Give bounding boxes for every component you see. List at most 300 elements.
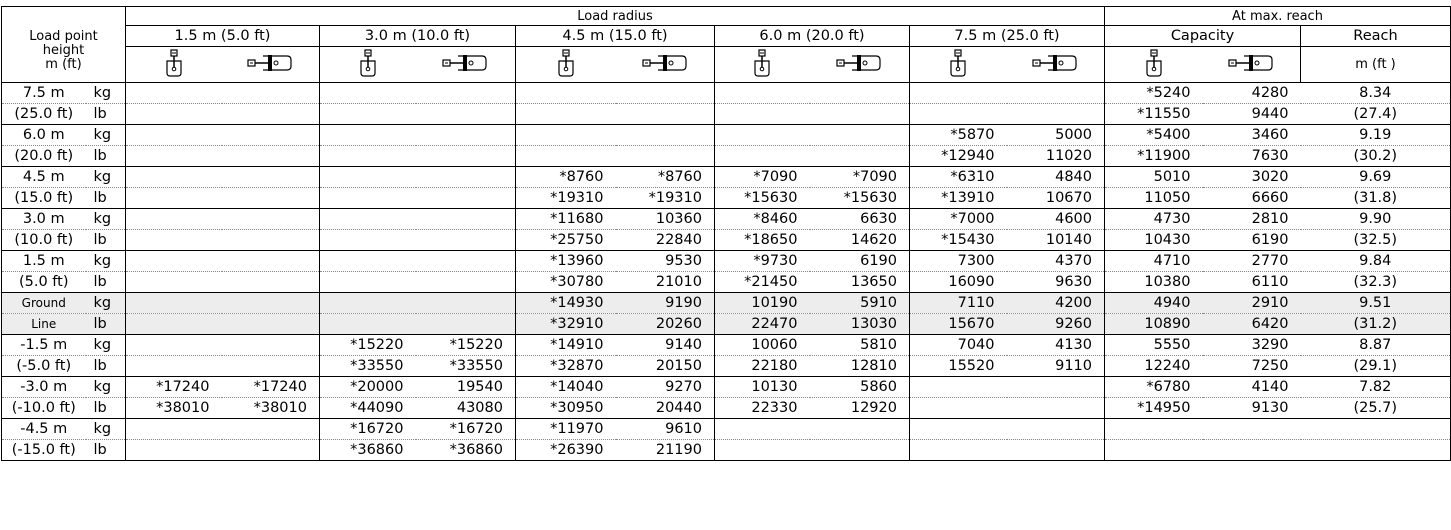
- capacity-cell: 20440: [616, 398, 715, 419]
- over-side-icon-cell: [810, 47, 910, 83]
- radius-6-0m: 6.0 m (20.0 ft): [715, 26, 910, 47]
- table-row: [2, 167, 1451, 188]
- capacity-cell: [1007, 419, 1105, 440]
- capacity-cell: 2910: [1203, 293, 1301, 314]
- capacity-cell: [715, 419, 810, 440]
- capacity-cell: 10380: [1105, 272, 1203, 293]
- capacity-cell: [222, 272, 320, 293]
- capacity-cell: 4840: [1007, 167, 1105, 188]
- capacity-cell: [222, 209, 320, 230]
- capacity-cell: 3290: [1203, 335, 1301, 356]
- row-height-label: (-5.0 ft): [2, 356, 86, 377]
- capacity-cell: *5240: [1105, 83, 1203, 104]
- capacity-cell: [320, 293, 416, 314]
- table-row: [2, 293, 1451, 314]
- capacity-cell: [126, 440, 222, 461]
- capacity-cell: 5810: [810, 335, 910, 356]
- capacity-cell: *11680: [516, 209, 616, 230]
- capacity-cell: *7090: [810, 167, 910, 188]
- capacity-cell: 9610: [616, 419, 715, 440]
- capacity-cell: [416, 293, 516, 314]
- capacity-cell: 4710: [1105, 251, 1203, 272]
- row-height-label: 3.0 m: [2, 209, 86, 230]
- capacity-cell: [616, 125, 715, 146]
- capacity-cell: *15220: [320, 335, 416, 356]
- table-row: [2, 377, 1451, 398]
- capacity-cell: [320, 209, 416, 230]
- table-row: [2, 104, 1451, 125]
- reach-cell: (32.5): [1301, 230, 1451, 251]
- over-front-icon-cell: [910, 47, 1007, 83]
- row-unit-label: lb: [86, 104, 126, 125]
- capacity-cell: [910, 440, 1007, 461]
- row-height-label: -3.0 m: [2, 377, 86, 398]
- capacity-cell: [416, 83, 516, 104]
- over-side-icon: [1228, 54, 1274, 76]
- capacity-cell: 13650: [810, 272, 910, 293]
- lph-line-2: height: [42, 42, 85, 58]
- row-unit-label: lb: [86, 188, 126, 209]
- capacity-cell: *5400: [1105, 125, 1203, 146]
- over-side-icon-cell: [416, 47, 516, 83]
- capacity-cell: [126, 356, 222, 377]
- capacity-cell: 10140: [1007, 230, 1105, 251]
- capacity-cell: 21190: [616, 440, 715, 461]
- capacity-cell: *12940: [910, 146, 1007, 167]
- table-row: [2, 188, 1451, 209]
- row-height-label: (25.0 ft): [2, 104, 86, 125]
- capacity-cell: [810, 125, 910, 146]
- capacity-cell: [715, 146, 810, 167]
- capacity-cell: *13960: [516, 251, 616, 272]
- capacity-cell: *20000: [320, 377, 416, 398]
- row-height-label: 4.5 m: [2, 167, 86, 188]
- capacity-cell: [1007, 398, 1105, 419]
- row-unit-label: lb: [86, 314, 126, 335]
- capacity-cell: *17240: [126, 377, 222, 398]
- capacity-cell: 7630: [1203, 146, 1301, 167]
- capacity-cell: *14910: [516, 335, 616, 356]
- capacity-cell: [222, 167, 320, 188]
- capacity-cell: [126, 419, 222, 440]
- capacity-cell: 13030: [810, 314, 910, 335]
- capacity-cell: 10360: [616, 209, 715, 230]
- capacity-cell: *19310: [616, 188, 715, 209]
- capacity-cell: [810, 83, 910, 104]
- capacity-cell: 15520: [910, 356, 1007, 377]
- capacity-cell: *8760: [516, 167, 616, 188]
- over-front-icon-cell: [1105, 47, 1203, 83]
- capacity-cell: [810, 419, 910, 440]
- capacity-cell: 2810: [1203, 209, 1301, 230]
- capacity-cell: [1007, 377, 1105, 398]
- over-front-icon: [358, 49, 378, 81]
- capacity-cell: *9730: [715, 251, 810, 272]
- table-row: [2, 419, 1451, 440]
- row-height-label: Ground: [2, 293, 86, 314]
- capacity-cell: *11900: [1105, 146, 1203, 167]
- reach-cell: (32.3): [1301, 272, 1451, 293]
- capacity-cell: [320, 314, 416, 335]
- table-row: [2, 83, 1451, 104]
- row-unit-label: kg: [86, 83, 126, 104]
- capacity-cell: [416, 230, 516, 251]
- load-point-height-header: [2, 7, 126, 83]
- capacity-cell: [126, 209, 222, 230]
- capacity-cell: *8460: [715, 209, 810, 230]
- capacity-cell: 7110: [910, 293, 1007, 314]
- table-row: [2, 440, 1451, 461]
- over-side-icon-cell: [1203, 47, 1301, 83]
- capacity-cell: 9270: [616, 377, 715, 398]
- capacity-cell: [516, 83, 616, 104]
- capacity-cell: [810, 440, 910, 461]
- capacity-cell: *7090: [715, 167, 810, 188]
- over-front-icon: [164, 49, 184, 81]
- capacity-cell: [715, 125, 810, 146]
- capacity-cell: 14620: [810, 230, 910, 251]
- reach-cell: (30.2): [1301, 146, 1451, 167]
- capacity-cell: *21450: [715, 272, 810, 293]
- capacity-cell: 5550: [1105, 335, 1203, 356]
- capacity-cell: 10670: [1007, 188, 1105, 209]
- capacity-cell: [616, 146, 715, 167]
- capacity-cell: 6110: [1203, 272, 1301, 293]
- row-height-label: (15.0 ft): [2, 188, 86, 209]
- capacity-cell: 6190: [810, 251, 910, 272]
- table-row: [2, 209, 1451, 230]
- over-front-icon-cell: [320, 47, 416, 83]
- capacity-cell: 9630: [1007, 272, 1105, 293]
- capacity-cell: 4730: [1105, 209, 1203, 230]
- capacity-cell: 2770: [1203, 251, 1301, 272]
- row-height-label: Line: [2, 314, 86, 335]
- row-unit-label: kg: [86, 335, 126, 356]
- capacity-cell: [616, 83, 715, 104]
- capacity-cell: *17240: [222, 377, 320, 398]
- capacity-cell: [222, 83, 320, 104]
- capacity-cell: 4600: [1007, 209, 1105, 230]
- capacity-cell: 4280: [1203, 83, 1301, 104]
- capacity-cell: [416, 251, 516, 272]
- capacity-cell: [810, 146, 910, 167]
- over-side-icon: [642, 54, 688, 76]
- row-unit-label: kg: [86, 377, 126, 398]
- row-height-label: -1.5 m: [2, 335, 86, 356]
- radius-3-0m: 3.0 m (10.0 ft): [320, 26, 516, 47]
- table-row: [2, 398, 1451, 419]
- capacity-cell: 10190: [715, 293, 810, 314]
- capacity-cell: [126, 188, 222, 209]
- header-row-1: [2, 7, 1451, 26]
- capacity-cell: *33550: [416, 356, 516, 377]
- capacity-cell: 5000: [1007, 125, 1105, 146]
- capacity-cell: [910, 419, 1007, 440]
- capacity-cell: [416, 146, 516, 167]
- capacity-cell: 9130: [1203, 398, 1301, 419]
- table-row: [2, 335, 1451, 356]
- row-height-label: (20.0 ft): [2, 146, 86, 167]
- over-front-icon: [948, 49, 968, 81]
- capacity-cell: [320, 125, 416, 146]
- reach-cell: (31.8): [1301, 188, 1451, 209]
- capacity-cell: [222, 230, 320, 251]
- capacity-cell: *16720: [320, 419, 416, 440]
- reach-cell: 9.84: [1301, 251, 1451, 272]
- capacity-cell: [1007, 440, 1105, 461]
- capacity-cell: 6630: [810, 209, 910, 230]
- capacity-cell: [910, 398, 1007, 419]
- capacity-cell: 22840: [616, 230, 715, 251]
- capacity-cell: [1203, 440, 1301, 461]
- capacity-cell: *14950: [1105, 398, 1203, 419]
- capacity-cell: 7040: [910, 335, 1007, 356]
- table-row: [2, 230, 1451, 251]
- capacity-cell: [1007, 104, 1105, 125]
- over-front-icon: [1144, 49, 1164, 81]
- capacity-cell: *30780: [516, 272, 616, 293]
- capacity-cell: 19540: [416, 377, 516, 398]
- capacity-cell: [320, 230, 416, 251]
- capacity-cell: 21010: [616, 272, 715, 293]
- reach-cell: 8.34: [1301, 83, 1451, 104]
- reach-cell: (29.1): [1301, 356, 1451, 377]
- capacity-cell: 9190: [616, 293, 715, 314]
- row-unit-label: lb: [86, 272, 126, 293]
- capacity-cell: 20260: [616, 314, 715, 335]
- reach-cell: 8.87: [1301, 335, 1451, 356]
- table-row: [2, 146, 1451, 167]
- capacity-cell: [810, 104, 910, 125]
- capacity-cell: [1105, 419, 1203, 440]
- capacity-cell: [1203, 419, 1301, 440]
- row-unit-label: kg: [86, 251, 126, 272]
- capacity-cell: [516, 104, 616, 125]
- over-front-icon: [556, 49, 576, 81]
- capacity-cell: [222, 335, 320, 356]
- capacity-cell: 4940: [1105, 293, 1203, 314]
- capacity-cell: 5010: [1105, 167, 1203, 188]
- capacity-cell: 12240: [1105, 356, 1203, 377]
- row-height-label: (5.0 ft): [2, 272, 86, 293]
- capacity-cell: 20150: [616, 356, 715, 377]
- capacity-cell: 12920: [810, 398, 910, 419]
- over-front-icon: [752, 49, 772, 81]
- reach-cell: (27.4): [1301, 104, 1451, 125]
- capacity-cell: *36860: [416, 440, 516, 461]
- capacity-cell: [416, 209, 516, 230]
- radius-4-5m: 4.5 m (15.0 ft): [516, 26, 715, 47]
- row-height-label: 1.5 m: [2, 251, 86, 272]
- reach-header: Reach: [1301, 26, 1451, 47]
- capacity-cell: [222, 314, 320, 335]
- capacity-cell: [416, 167, 516, 188]
- capacity-cell: [222, 419, 320, 440]
- capacity-cell: [516, 146, 616, 167]
- capacity-cell: [320, 251, 416, 272]
- capacity-cell: [126, 293, 222, 314]
- capacity-cell: [126, 146, 222, 167]
- capacity-cell: [320, 104, 416, 125]
- capacity-cell: [222, 251, 320, 272]
- capacity-cell: 10430: [1105, 230, 1203, 251]
- capacity-cell: [222, 146, 320, 167]
- over-front-icon-cell: [126, 47, 222, 83]
- lph-line-3: m (ft): [45, 56, 82, 72]
- capacity-cell: *18650: [715, 230, 810, 251]
- capacity-cell: [616, 104, 715, 125]
- reach-cell: (25.7): [1301, 398, 1451, 419]
- reach-cell: 9.51: [1301, 293, 1451, 314]
- capacity-cell: [715, 83, 810, 104]
- capacity-cell: *5870: [910, 125, 1007, 146]
- capacity-cell: *11970: [516, 419, 616, 440]
- capacity-cell: [126, 104, 222, 125]
- reach-cell: 9.69: [1301, 167, 1451, 188]
- capacity-cell: 43080: [416, 398, 516, 419]
- capacity-cell: 7250: [1203, 356, 1301, 377]
- capacity-cell: *19310: [516, 188, 616, 209]
- capacity-cell: 5860: [810, 377, 910, 398]
- row-height-label: (10.0 ft): [2, 230, 86, 251]
- capacity-cell: *38010: [222, 398, 320, 419]
- at-max-reach-header: At max. reach: [1105, 7, 1451, 26]
- capacity-cell: 6420: [1203, 314, 1301, 335]
- table-row: [2, 125, 1451, 146]
- reach-cell: (31.2): [1301, 314, 1451, 335]
- over-side-icon: [247, 54, 293, 76]
- capacity-cell: [320, 83, 416, 104]
- radius-7-5m: 7.5 m (25.0 ft): [910, 26, 1105, 47]
- capacity-cell: [222, 188, 320, 209]
- reach-cell: 9.19: [1301, 125, 1451, 146]
- row-height-label: (-15.0 ft): [2, 440, 86, 461]
- capacity-cell: *6310: [910, 167, 1007, 188]
- capacity-cell: [320, 272, 416, 293]
- capacity-cell: 9140: [616, 335, 715, 356]
- capacity-cell: 10890: [1105, 314, 1203, 335]
- capacity-cell: *26390: [516, 440, 616, 461]
- capacity-cell: *7000: [910, 209, 1007, 230]
- capacity-cell: 22330: [715, 398, 810, 419]
- capacity-cell: 16090: [910, 272, 1007, 293]
- capacity-cell: 6660: [1203, 188, 1301, 209]
- capacity-cell: *8760: [616, 167, 715, 188]
- capacity-cell: [126, 335, 222, 356]
- row-height-label: 6.0 m: [2, 125, 86, 146]
- over-side-icon-cell: [1007, 47, 1105, 83]
- capacity-cell: [222, 125, 320, 146]
- reach-cell: [1301, 440, 1451, 461]
- capacity-cell: 11050: [1105, 188, 1203, 209]
- capacity-cell: *36860: [320, 440, 416, 461]
- capacity-cell: *15630: [715, 188, 810, 209]
- capacity-cell: 22180: [715, 356, 810, 377]
- capacity-cell: [126, 230, 222, 251]
- capacity-cell: *25750: [516, 230, 616, 251]
- capacity-cell: [416, 272, 516, 293]
- capacity-cell: [222, 104, 320, 125]
- row-unit-label: lb: [86, 440, 126, 461]
- load-radius-header: Load radius: [126, 7, 1105, 26]
- capacity-cell: *38010: [126, 398, 222, 419]
- row-unit-label: lb: [86, 356, 126, 377]
- table-row: [2, 251, 1451, 272]
- capacity-header: Capacity: [1105, 26, 1301, 47]
- capacity-cell: [320, 188, 416, 209]
- reach-unit-header: m (ft ): [1301, 47, 1451, 83]
- capacity-cell: [222, 356, 320, 377]
- over-side-icon: [836, 54, 882, 76]
- over-front-icon-cell: [516, 47, 616, 83]
- capacity-cell: *16720: [416, 419, 516, 440]
- capacity-cell: 4200: [1007, 293, 1105, 314]
- row-unit-label: kg: [86, 125, 126, 146]
- capacity-cell: [126, 314, 222, 335]
- capacity-cell: 4370: [1007, 251, 1105, 272]
- capacity-cell: [126, 125, 222, 146]
- capacity-cell: *6780: [1105, 377, 1203, 398]
- capacity-cell: 5910: [810, 293, 910, 314]
- capacity-cell: [222, 293, 320, 314]
- capacity-cell: *15220: [416, 335, 516, 356]
- capacity-cell: 15670: [910, 314, 1007, 335]
- capacity-cell: 9260: [1007, 314, 1105, 335]
- capacity-cell: *44090: [320, 398, 416, 419]
- capacity-cell: [910, 104, 1007, 125]
- capacity-cell: [416, 188, 516, 209]
- capacity-cell: [126, 83, 222, 104]
- capacity-cell: *30950: [516, 398, 616, 419]
- row-unit-label: lb: [86, 230, 126, 251]
- capacity-cell: 10060: [715, 335, 810, 356]
- over-side-icon: [442, 54, 488, 76]
- radius-1-5m: 1.5 m (5.0 ft): [126, 26, 320, 47]
- capacity-cell: 9440: [1203, 104, 1301, 125]
- capacity-cell: [126, 167, 222, 188]
- capacity-cell: [516, 125, 616, 146]
- over-side-icon-cell: [616, 47, 715, 83]
- row-height-label: -4.5 m: [2, 419, 86, 440]
- capacity-cell: *32910: [516, 314, 616, 335]
- capacity-cell: 9110: [1007, 356, 1105, 377]
- over-front-icon-cell: [715, 47, 810, 83]
- capacity-cell: 9530: [616, 251, 715, 272]
- capacity-cell: [910, 83, 1007, 104]
- capacity-cell: 11020: [1007, 146, 1105, 167]
- capacity-cell: 12810: [810, 356, 910, 377]
- capacity-cell: 22470: [715, 314, 810, 335]
- lifting-capacity-table: [1, 0, 1451, 461]
- reach-cell: [1301, 419, 1451, 440]
- capacity-cell: [715, 440, 810, 461]
- capacity-cell: *32870: [516, 356, 616, 377]
- capacity-cell: [222, 440, 320, 461]
- header-row-2: [2, 26, 1451, 47]
- capacity-cell: 10130: [715, 377, 810, 398]
- row-unit-label: kg: [86, 293, 126, 314]
- capacity-cell: 7300: [910, 251, 1007, 272]
- over-side-icon-cell: [222, 47, 320, 83]
- capacity-cell: *13910: [910, 188, 1007, 209]
- capacity-cell: 4140: [1203, 377, 1301, 398]
- capacity-cell: [416, 314, 516, 335]
- capacity-cell: *33550: [320, 356, 416, 377]
- over-side-icon: [1032, 54, 1078, 76]
- capacity-cell: [320, 146, 416, 167]
- lph-line-1: Load point: [29, 28, 98, 44]
- capacity-cell: [126, 251, 222, 272]
